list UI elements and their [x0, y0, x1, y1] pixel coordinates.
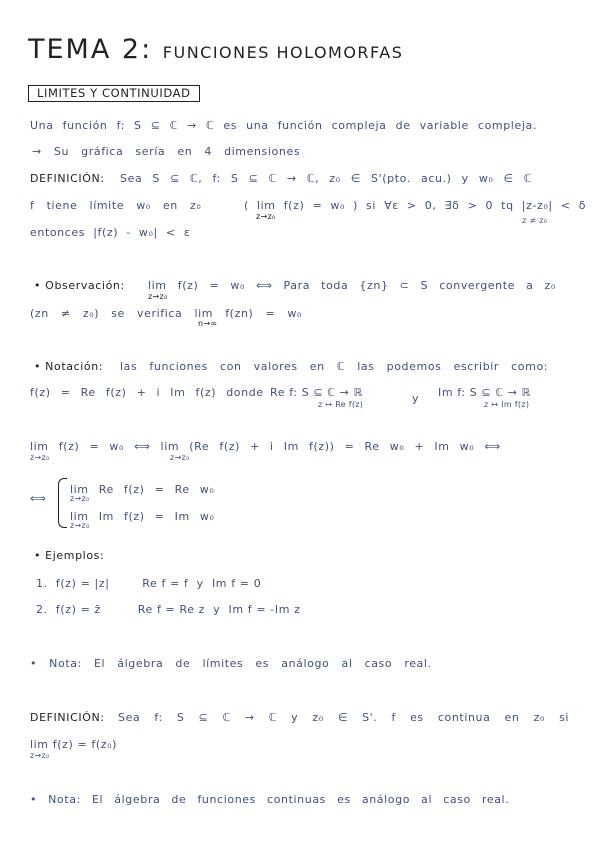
observation-line-2: (zn ≠ z₀) se verifica lim f(zn) = w₀ [30, 307, 303, 320]
real-part-map: Re f: S ⊆ ℂ → ℝ [270, 386, 363, 399]
notation-text: las funciones con valores en ℂ las podemos escribir como: [120, 360, 549, 373]
system-imag-part-sub: z→z₀ [70, 521, 90, 530]
title-sub: FUNCIONES HOLOMORFAS [162, 43, 404, 62]
limit-def-sub2: z ≠ z₀ [522, 216, 548, 225]
title-main: TEMA 2: [28, 34, 153, 65]
intro-line: Una función f: S ⊆ ℂ → ℂ es una función compleja de variable compleja. [30, 119, 537, 132]
system-imag-part: lim Im f(z) = Im w₀ [70, 510, 215, 523]
system-real-part-sub: z→z₀ [70, 494, 90, 503]
definition-1-label: DEFINICIÓN: [30, 172, 105, 185]
page-title [28, 34, 403, 65]
imag-part-map-sub: z ↦ Im f(z) [484, 400, 530, 409]
examples-label: • Ejemplos: [34, 549, 105, 562]
observation-label: • Observación: [34, 279, 125, 292]
notation-and: y [412, 392, 420, 405]
system-brace [58, 478, 67, 528]
limit-equivalence: lim f(z) = w₀ ⟺ lim (Re f(z) + i Im f(z)) = Re w₀ + Im w₀ ⟺ [30, 440, 501, 453]
definition-2-label: DEFINICIÓN: [30, 711, 105, 724]
limit-def-then: entonces |f(z) - w₀| < ε [30, 226, 191, 239]
example-1: 1. f(z) = |z| Re f = f y Im f = 0 [36, 577, 262, 590]
observation-sub: z→z₀ [148, 292, 168, 301]
definition-2-text: Sea f: S ⊆ ℂ → ℂ y z₀ ∈ S'. f es continua en z₀ si [118, 711, 570, 724]
definition-1-text: Sea S ⊆ ℂ, f: S ⊆ ℂ → ℂ, z₀ ∈ S'(pto. acu.) y w₀ ∈ ℂ [120, 172, 533, 185]
imag-part-map: Im f: S ⊆ ℂ → ℝ [438, 386, 531, 399]
definition-2-sub: z→z₀ [30, 751, 50, 760]
note-continuity: • Nota: El álgebra de funciones continuas es análogo al caso real. [30, 793, 510, 806]
real-part-map-sub: z ↦ Re f(z) [318, 400, 364, 409]
notation-label: • Notación: [34, 360, 104, 373]
section-heading: LIMITES Y CONTINUIDAD [28, 86, 200, 100]
definition-2-equation: lim f(z) = f(z₀) [30, 738, 118, 751]
limit-def-a: f tiene límite w₀ en z₀ [30, 199, 202, 212]
limit-def-sub1: z→z₀ [256, 212, 276, 221]
example-2: 2. f(z) = z̄ Re f = Re z y Im f = -Im z [36, 603, 301, 616]
limit-equivalence-sub1: z→z₀ [30, 453, 50, 462]
system-real-part: lim Re f(z) = Re w₀ [70, 483, 215, 496]
iff-symbol: ⟺ [30, 492, 47, 505]
notation-decomposition: f(z) = Re f(z) + i Im f(z) donde [30, 386, 264, 399]
note-limits: • Nota: El álgebra de límites es análogo al caso real. [30, 657, 432, 670]
graph-line: → Su gráfica sería en 4 dimensiones [32, 145, 301, 158]
observation-sub-2: n→∞ [198, 319, 218, 328]
observation-text: lim f(z) = w₀ ⟺ Para toda {zn} ⊂ S convergente a z₀ [148, 279, 556, 292]
limit-def-b: ( lim f(z) = w₀ ) si ∀ε > 0, ∃δ > 0 tq |z-z₀| < δ [244, 199, 587, 212]
limit-equivalence-sub2: z→z₀ [170, 453, 190, 462]
